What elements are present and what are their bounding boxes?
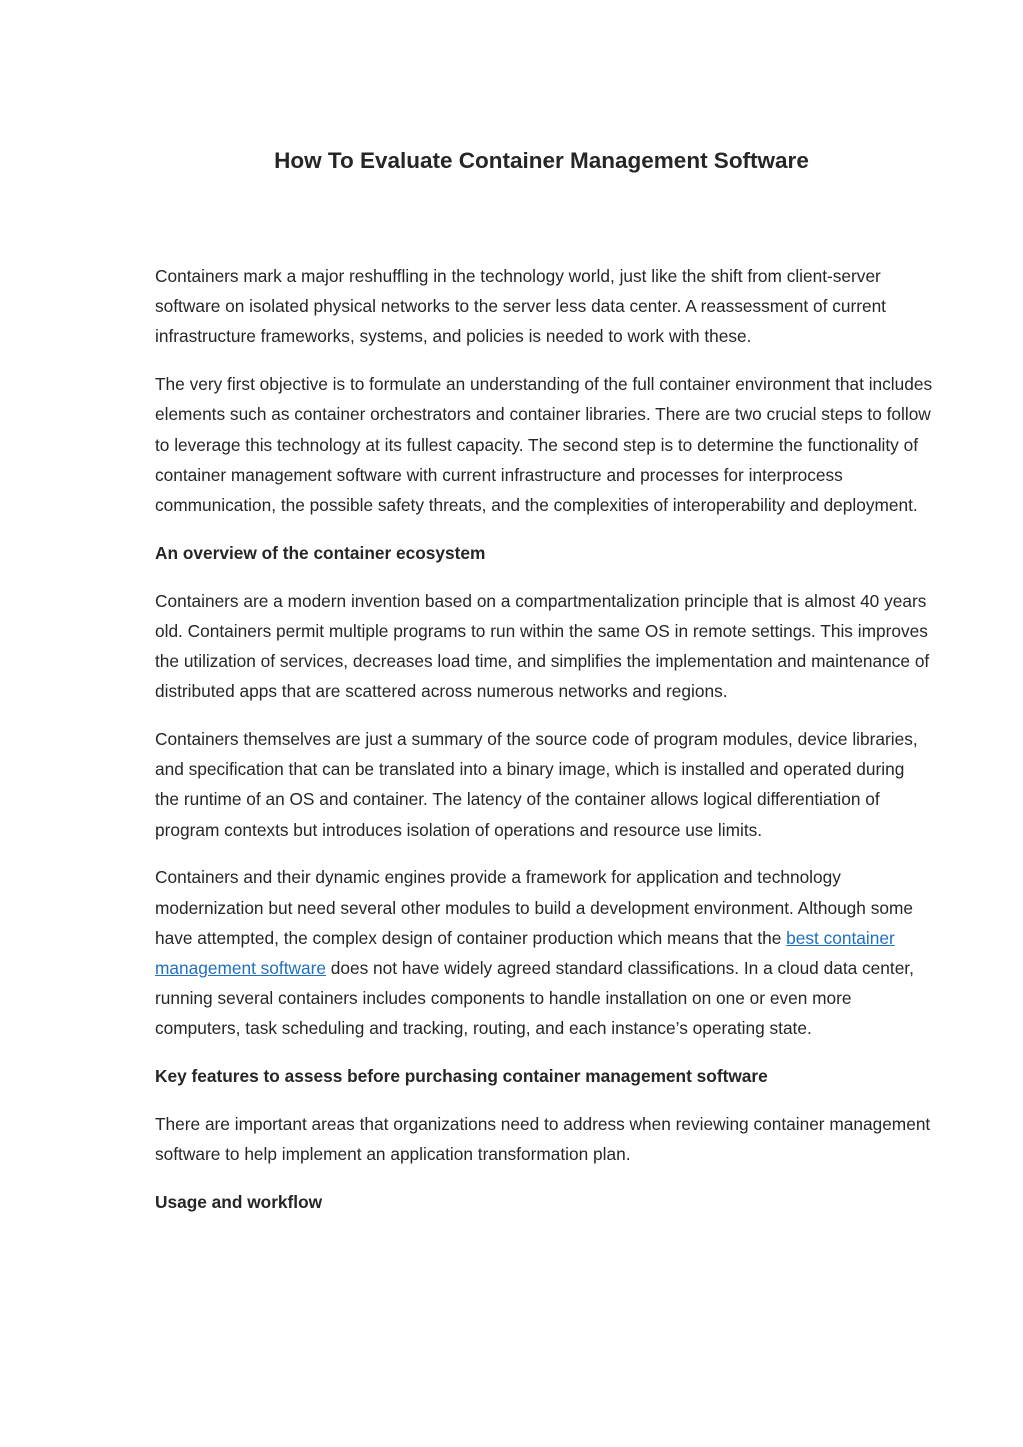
paragraph-engines bbox=[155, 862, 933, 1043]
paragraph-containers-summary: Containers themselves are just a summary of the source code of program modules, device libraries, and specification that can be translated into a binary image, which is installed and operated during the runtime of an OS and container. The latency of the container allows logical differentiation of program contexts but introduces isolation of operations and resource use limits. bbox=[155, 729, 918, 840]
section-heading-key-features: Key features to assess before purchasing container management software bbox=[155, 1066, 768, 1087]
section-heading-usage: Usage and workflow bbox=[155, 1192, 323, 1213]
paragraph-objective: The very first objective is to formulate an understanding of the full container environment that includes elements such as container orchestrators and container libraries. There are two crucial steps to follow to leverage this technology at its fullest capacity. The second step is to determine the functionality of container management software with current infrastructure and processes for interprocess communication, the possible safety threats, and the complexities of interoperability and deployment. bbox=[155, 374, 933, 516]
document-body bbox=[155, 261, 933, 1235]
best-container-software-link[interactable]: best container management software bbox=[155, 927, 895, 979]
paragraph-engines-text-before: Containers and their dynamic engines provide a framework for application and technology modernization but need several other modules to build a development environment. Although some have attempted, the complex design of container production which means that the bbox=[155, 867, 913, 948]
page-title: How To Evaluate Container Management Software bbox=[274, 148, 809, 173]
paragraph-overview: Containers are a modern invention based on a compartmentalization principle that is almost 40 years old. Containers permit multiple programs to run within the same OS in remote settings. This improves the utilization of services, decreases load time, and simplifies the implementation and maintenance of distributed apps that are scattered across numerous networks and regions. bbox=[155, 590, 930, 702]
paragraph-key-features: There are important areas that organizations need to address when reviewing container management software to help implement an application transformation plan. bbox=[155, 1114, 931, 1165]
paragraph-intro: Containers mark a major reshuffling in the technology world, just like the shift from client-server software on isolated physical networks to the server less data center. A reassessment of current infrastructure frameworks, systems, and policies is needed to work with these. bbox=[155, 266, 886, 347]
paragraph-engines-text-after: does not have widely agreed standard classifications. In a cloud data center, running several containers includes components to handle installation on one or even more computers, task scheduling and tracking, routing, and each instance’s operating state. bbox=[155, 958, 914, 1039]
section-heading-overview: An overview of the container ecosystem bbox=[155, 542, 486, 563]
